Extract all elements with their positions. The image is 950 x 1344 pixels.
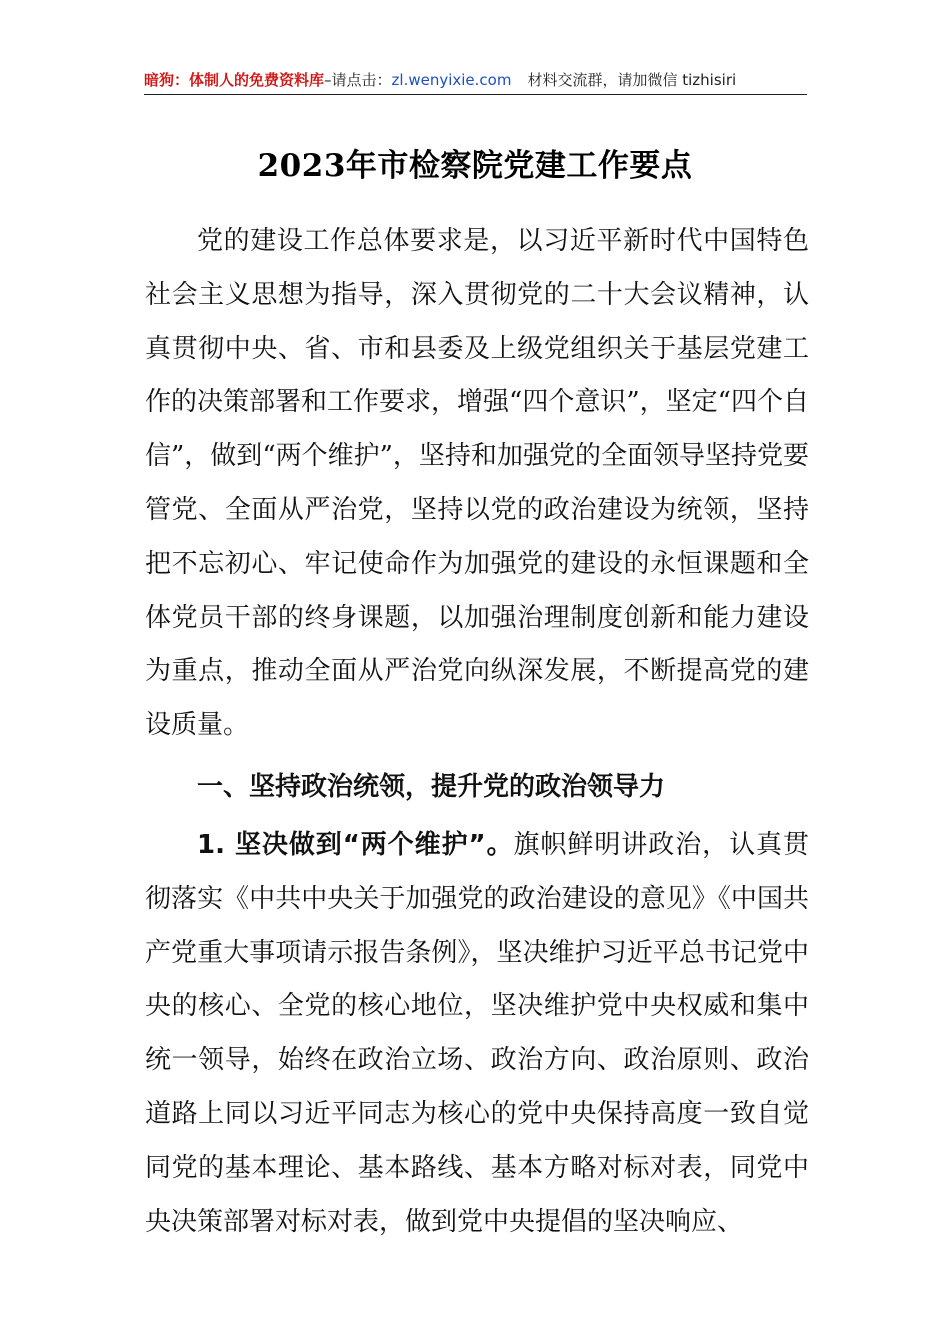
item-lead: 1. 坚决做到“两个维护”。 (197, 829, 514, 860)
promo-site-name: 暗狗：体制人的免费资料库 (144, 71, 325, 89)
document-title: 2023年市检察院党建工作要点 (257, 148, 693, 184)
item-paragraph (145, 819, 809, 1249)
promo-header (144, 66, 807, 95)
section-heading: 一、坚持政治统领，提升党的政治领导力 (197, 771, 666, 802)
promo-link[interactable]: zl.wenyixie.com (391, 71, 512, 89)
item-text: 旗帜鲜明讲政治，认真贯彻落实《中共中央关于加强党的政治建设的意见》《中国共产党重大事项请示报告条例》，坚决维护习近平总书记党中央的核心、全党的核心地位，坚决维护党中央权威和集中统一领导，始终在政治立场、政治方向、政治原则、政治道路上同以习近平同志为核心的党中央保持高度一致自觉同党的基本理论、基本路线、基本方略对标对表，同党中央决策部署对标对表，做到党中央提倡的坚决响应、 (145, 829, 809, 1237)
promo-wechat-note: 材料交流群，请加微信 tizhisiri (527, 71, 737, 89)
promo-click-prompt: –请点击： (324, 71, 392, 89)
document-body (145, 215, 809, 1249)
intro-paragraph: 党的建设工作总体要求是，以习近平新时代中国特色社会主义思想为指导，深入贯彻党的二十大会议精神，认真贯彻中央、省、市和县委及上级党组织关于基层党建工作的决策部署和工作要求，增强“四个意识”，坚定“四个自信”，做到“两个维护”，坚持和加强党的全面领导坚持党要管党、全面从严治党，坚持以党的政治建设为统领，坚持把不忘初心、牢记使命作为加强党的建设的永恒课题和全体党员干部的终身课题，以加强治理制度创新和能力建设为重点，推动全面从严治党向纵深发展，不断提高党的建设质量。 (145, 226, 809, 741)
